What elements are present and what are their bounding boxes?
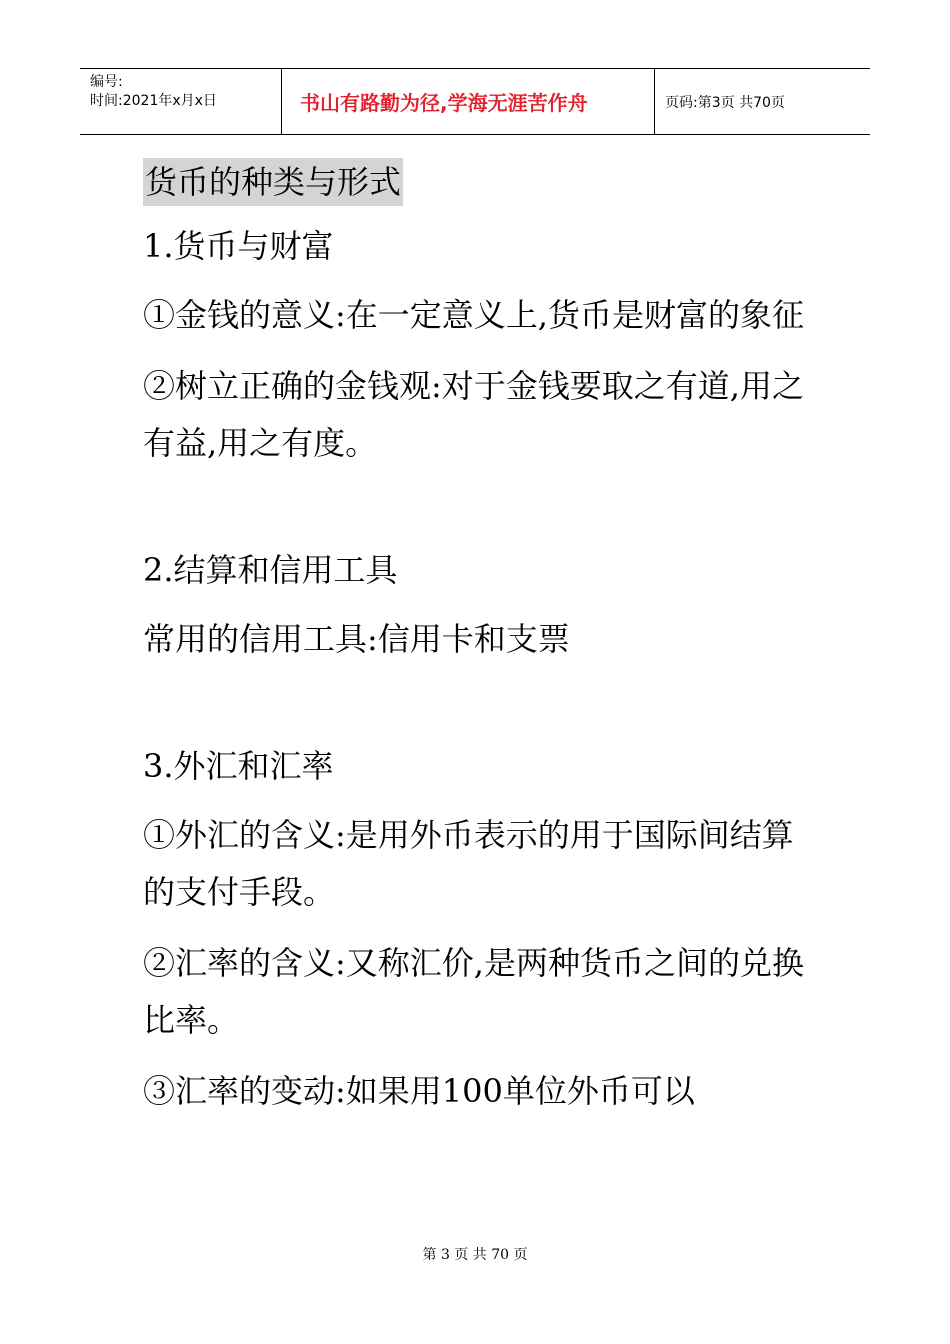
section-heading: 2.结算和信用工具: [143, 551, 398, 589]
page-footer: 第 3 页 共 70 页: [422, 1247, 528, 1263]
page-header: [80, 68, 870, 135]
paragraph: ①金钱的意义:在一定意义上,货币是财富的象征: [143, 296, 804, 334]
paragraph: ③汇率的变动:如果用100单位外币可以: [143, 1072, 695, 1110]
document-body: [143, 158, 823, 1120]
header-page-info: 页码:第3页 共70页: [665, 94, 785, 111]
header-meta: [80, 69, 281, 134]
paragraph: ②汇率的含义:又称汇价,是两种货币之间的兑换比率。: [143, 944, 804, 1039]
section-heading: 1.货币与财富: [143, 227, 334, 265]
document-title: 货币的种类与形式: [143, 158, 403, 206]
header-motto: 书山有路勤为径,学海无涯苦作舟: [281, 69, 655, 134]
paragraph: 常用的信用工具:信用卡和支票: [143, 620, 570, 658]
document-date-label: 时间:2021年x月x日: [90, 93, 217, 109]
paragraph: ②树立正确的金钱观:对于金钱要取之有道,用之有益,用之有度。: [143, 367, 804, 462]
section-heading: 3.外汇和汇率: [143, 747, 334, 785]
document-number-label: 编号:: [90, 74, 123, 90]
paragraph: ①外汇的含义:是用外币表示的用于国际间结算的支付手段。: [143, 816, 794, 911]
